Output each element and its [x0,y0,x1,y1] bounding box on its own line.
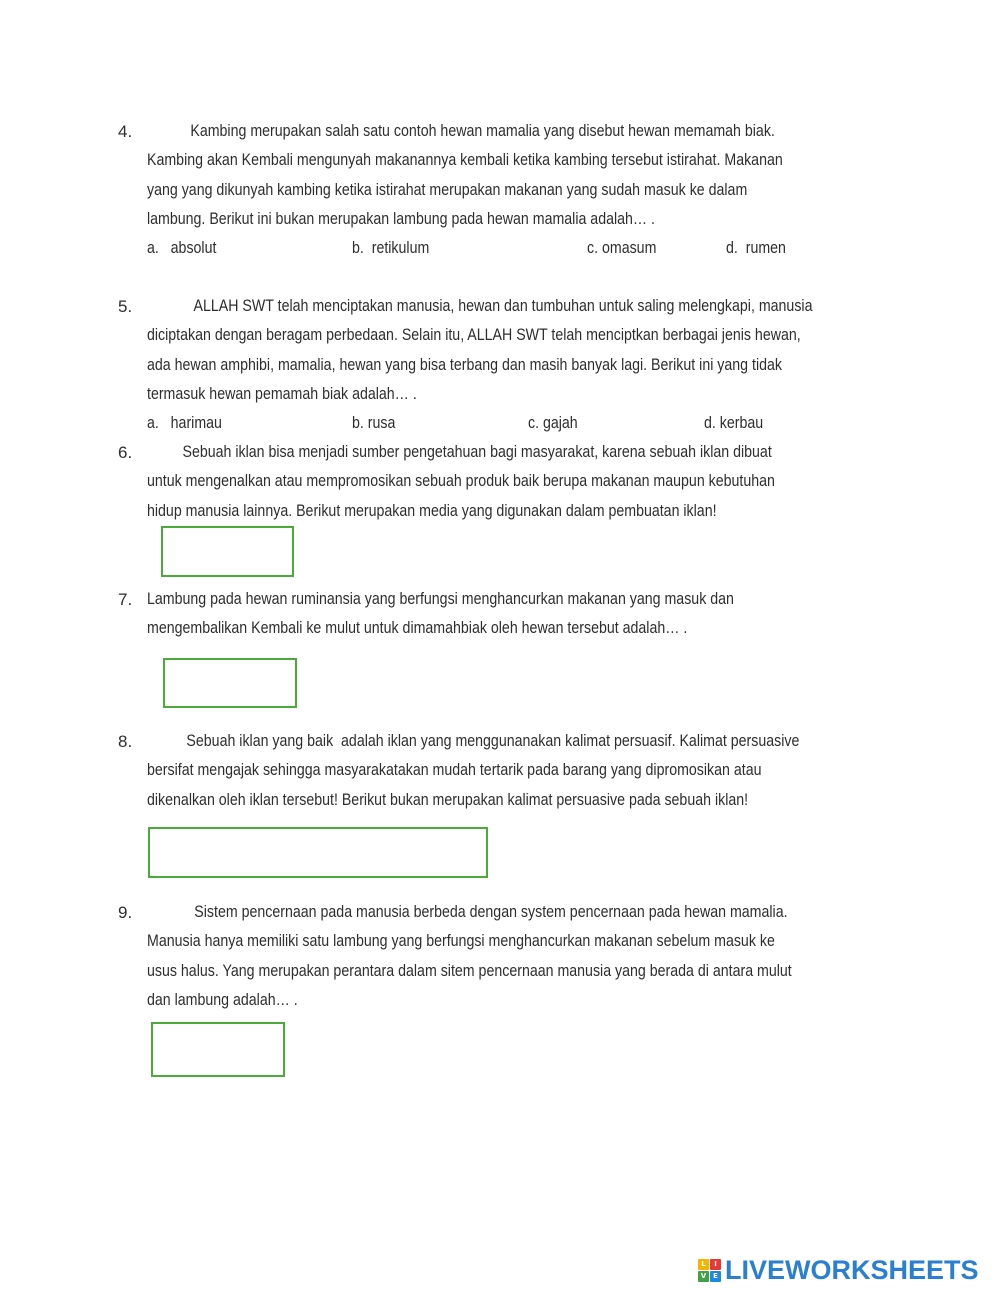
answer-box-question-7[interactable] [163,658,297,708]
option-c: c. gajah [528,414,578,432]
liveworksheets-logo [698,1253,979,1287]
logo-mark-icon [698,1259,721,1282]
question-7-text [147,585,788,644]
question-line: diciptakan dengan beragam perbedaan. Selain itu, ALLAH SWT telah menciptkan berbagai jenis hewan, [147,326,801,345]
question-7-number: 7. [118,590,133,609]
question-line: termasuk hewan pemamah biak adalah… . [147,384,417,403]
logo-mark-cell: E [710,1271,721,1282]
question-8-number: 8. [118,732,133,751]
question-line: Kambing merupakan salah satu contoh hewan mamalia yang disebut hewan memamah biak. [147,122,775,140]
option-d: d. kerbau [704,414,764,432]
option-b: b. retikulum [352,239,430,257]
question-5-text [147,292,813,409]
option-a: a. absolut [147,239,217,257]
question-line: ada hewan amphibi, mamalia, hewan yang bisa terbang dan masih banyak lagi. Berikut ini yang tidak [147,355,782,374]
option-d: d. rumen [726,239,786,257]
answer-box-question-8[interactable] [148,827,488,878]
question-line: bersifat mengajak sehingga masyarakatakan mudah tertarik pada barang yang dipromosikan atau [147,761,762,780]
question-line: Sebuah iklan yang baik adalah iklan yang menggunanakan kalimat persuasif. Kalimat persuasive [147,732,800,750]
answer-box-question-6[interactable] [161,526,294,577]
question-5-number: 5. [118,297,133,316]
question-line: mengembalikan Kembali ke mulut untuk dimamahbiak oleh hewan tersebut adalah… . [147,619,688,638]
question-9-number: 9. [118,903,133,922]
answer-box-question-9[interactable] [151,1022,285,1077]
question-4-text [147,117,788,234]
question-9-text [147,898,792,1015]
question-line: Lambung pada hewan ruminansia yang berfungsi menghancurkan makanan yang masuk dan [147,590,734,608]
question-line: Kambing akan Kembali mengunyah makanannya kembali ketika kambing tersebut istirahat. Makanan [147,151,783,170]
question-6-text [147,438,788,526]
option-b: b. rusa [352,414,396,432]
option-c: c. omasum [587,239,657,257]
question-4-number: 4. [118,122,133,141]
question-line: lambung. Berikut ini bukan merupakan lambung pada hewan mamalia adalah… . [147,209,656,228]
logo-mark-cell: L [698,1259,709,1270]
question-6-number: 6. [118,443,133,462]
question-line: dan lambung adalah… . [147,990,298,1009]
question-line: Manusia hanya memiliki satu lambung yang berfungsi menghancurkan makanan sebelum masuk ke [147,932,775,951]
logo-mark-cell: I [710,1259,721,1270]
question-line: dikenalkan oleh iklan tersebut! Berikut bukan merupakan kalimat persuasive pada sebuah iklan! [147,790,749,809]
logo-mark-cell: V [698,1271,709,1282]
question-8-text [147,727,800,815]
question-line: ALLAH SWT telah menciptakan manusia, hewan dan tumbuhan untuk saling melengkapi, manusia [147,297,813,315]
option-a: a. harimau [147,414,222,432]
question-line: Sebuah iklan bisa menjadi sumber pengetahuan bagi masyarakat, karena sebuah iklan dibuat [147,443,772,461]
question-line: usus halus. Yang merupakan perantara dalam sitem pencernaan manusia yang berada di antara mulut [147,961,792,980]
logo-text: LIVEWORKSHEETS [725,1254,979,1285]
question-line: untuk mengenalkan atau mempromosikan sebuah produk baik berupa makanan maupun kebutuhan [147,472,775,491]
question-line: yang yang dikunyah kambing ketika istirahat merupakan makanan yang sudah masuk ke dalam [147,180,748,199]
question-line: Sistem pencernaan pada manusia berbeda dengan system pencernaan pada hewan mamalia. [147,903,788,921]
question-line: hidup manusia lainnya. Berikut merupakan media yang digunakan dalam pembuatan iklan! [147,501,717,520]
